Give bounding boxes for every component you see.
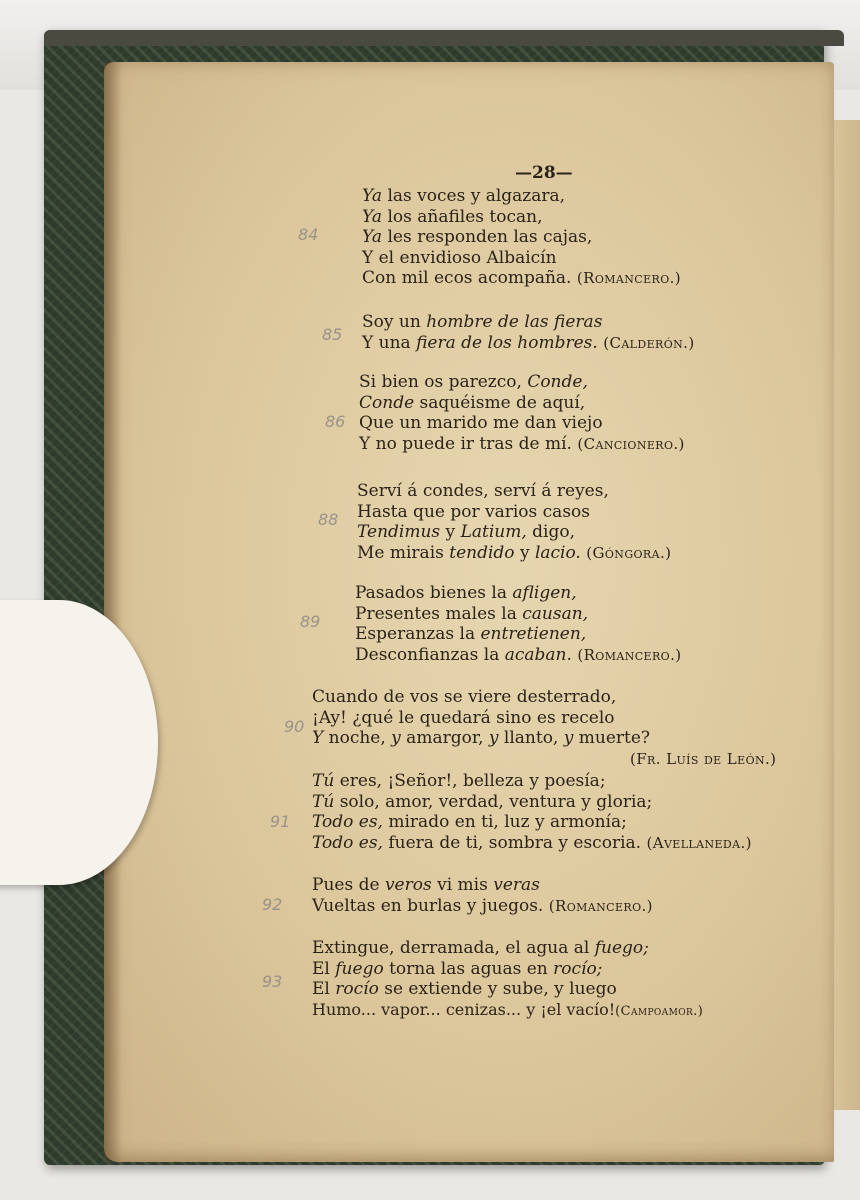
verse-text: y <box>440 522 461 542</box>
verse-italic: Tú <box>312 771 335 791</box>
verse-text: digo, <box>526 522 575 542</box>
verse-line: Serví á condes, serví á reyes, <box>357 481 609 501</box>
verse-line <box>362 227 681 248</box>
author-attribution: (Avellaneda.) <box>646 833 752 852</box>
verse-italic: Y <box>312 728 324 748</box>
verse-italic: fuego; <box>594 938 649 958</box>
verse-text: Vueltas en burlas y juegos. <box>312 895 544 916</box>
verse-italic: veras <box>493 875 540 895</box>
verse-text: llanto, <box>498 728 564 748</box>
verse-text: Desconfianzas la <box>355 644 505 665</box>
margin-note: 85 <box>322 325 343 344</box>
stanza-1 <box>362 186 681 289</box>
verse-italic: Todo es, <box>312 812 383 832</box>
author-attribution: (Fr. Luís de León.) <box>630 749 777 768</box>
verse-line <box>359 393 685 414</box>
margin-note: 88 <box>318 510 339 529</box>
stanza-8 <box>312 875 653 916</box>
margin-note: 90 <box>284 717 305 736</box>
verse-line <box>359 434 685 455</box>
verse-line <box>362 312 695 333</box>
verse-text: Y no puede ir tras de mí. <box>359 433 572 454</box>
verse-text: Me mirais <box>357 542 450 563</box>
stanza-9 <box>312 938 703 1022</box>
verse-italic: veros <box>384 875 432 895</box>
page-gutter-shadow <box>104 62 122 1162</box>
stanza-6 <box>312 687 776 769</box>
verse-italic: Latium, <box>460 522 527 542</box>
verse-text: Soy un <box>362 312 427 332</box>
stanza-3 <box>359 372 685 454</box>
margin-note: 92 <box>262 895 283 914</box>
verse-italic: Conde <box>359 392 415 413</box>
verse-line <box>355 583 682 604</box>
author-attribution: (Cancionero.) <box>577 434 685 453</box>
verse-text: las voces y algazara, <box>382 186 566 206</box>
verse-text: vi mis <box>431 875 494 895</box>
verse-line <box>312 812 752 833</box>
verse-line <box>312 1000 703 1023</box>
verse-italic: entretienen, <box>480 624 587 644</box>
verse-line <box>312 728 776 749</box>
verse-italic: Tendimus <box>357 522 441 542</box>
margin-note: 89 <box>300 612 321 631</box>
margin-note: 91 <box>270 812 291 831</box>
margin-note: 86 <box>325 412 346 431</box>
verse-line <box>362 186 681 207</box>
verse-text: y <box>514 542 535 563</box>
cover-top-edge <box>44 30 844 46</box>
verse-text: Si bien os parezco, <box>359 372 528 392</box>
verse-text: les responden las cajas, <box>382 227 593 247</box>
verse-text: muerte? <box>573 728 651 748</box>
verse-line <box>312 771 752 792</box>
verse-text: los añafiles tocan, <box>382 206 543 227</box>
verse-text: Presentes males la <box>355 603 523 624</box>
verse-line <box>357 522 671 543</box>
verse-text: El <box>312 958 336 979</box>
verse-italic: fuego <box>335 958 384 979</box>
verse-text: noche, <box>323 728 392 748</box>
verse-line: Que un marido me dan viejo <box>359 413 603 433</box>
verse-italic: Todo es, <box>312 832 383 853</box>
verse-italic: Conde, <box>527 372 588 392</box>
verse-text: Pasados bienes la <box>355 583 513 603</box>
verse-line: ¡Ay! ¿qué le quedará sino es recelo <box>312 707 615 728</box>
verse-text: Con mil ecos acompaña. <box>362 268 572 288</box>
verse-italic: fiera de los hombres. <box>416 332 598 353</box>
verse-line: Cuando de vos se viere desterrado, <box>312 687 617 707</box>
verse-line <box>312 938 703 959</box>
verse-italic: lacio. <box>534 542 581 563</box>
verse-line <box>312 959 703 980</box>
author-attribution: (Calderón.) <box>603 333 695 352</box>
verse-line <box>312 979 703 1000</box>
verse-text: fuera de ti, sombra y escoria. <box>382 832 642 853</box>
author-attribution: (Campoamor.) <box>615 1003 704 1019</box>
verse-italic: rocío; <box>553 958 603 979</box>
verse-text: eres, ¡Señor!, belleza y poesía; <box>334 771 606 791</box>
verse-text: Pues de <box>312 875 385 895</box>
verse-text: se extiende y sube, y luego <box>378 979 617 999</box>
verse-line <box>362 268 681 289</box>
verse-italic: y <box>563 728 574 748</box>
verse-text: Extingue, derramada, el agua al <box>312 938 595 958</box>
margin-note: 84 <box>298 225 319 244</box>
stanza-4 <box>357 481 671 563</box>
verse-text: Y una <box>362 332 417 353</box>
verse-italic: afligen, <box>512 583 577 603</box>
verse-italic: hombre de las fieras <box>426 312 603 332</box>
verse-italic: tendido <box>449 542 515 563</box>
verse-line <box>362 333 695 354</box>
verse-line <box>357 543 671 564</box>
verse-line <box>312 749 776 770</box>
verse-line <box>355 645 682 666</box>
author-attribution: (Góngora.) <box>586 543 672 562</box>
verse-italic: Ya <box>362 186 383 206</box>
verse-line <box>355 624 682 645</box>
verse-italic: causan, <box>522 603 589 624</box>
verse-italic: y <box>391 728 401 748</box>
stanza-2 <box>362 312 695 353</box>
verse-line <box>362 207 681 228</box>
margin-note: 93 <box>262 972 283 991</box>
page-number: —28— <box>515 163 573 183</box>
verse-line <box>312 833 752 854</box>
verse-line <box>359 372 685 393</box>
author-attribution: (Romancero.) <box>548 896 653 915</box>
verse-line <box>312 792 752 813</box>
verse-line <box>312 875 653 896</box>
verse-italic: Tú <box>312 791 335 812</box>
stanza-5 <box>355 583 682 665</box>
author-attribution: (Romancero.) <box>576 269 682 287</box>
verse-text: Humo... vapor... cenizas... y ¡el vacío! <box>312 999 616 1019</box>
verse-text: saquéisme de aquí, <box>414 392 586 413</box>
verse-italic: acaban. <box>504 644 572 665</box>
verse-line: Hasta que por varios casos <box>357 501 591 522</box>
verse-text: amargor, <box>400 728 489 748</box>
verse-text: mirado en ti, luz y armonía; <box>382 812 627 832</box>
stanza-7 <box>312 771 752 853</box>
verse-italic: y <box>488 728 499 748</box>
verse-line <box>312 896 653 917</box>
verse-text: solo, amor, verdad, ventura y gloria; <box>334 791 653 812</box>
verse-italic: Ya <box>362 206 383 227</box>
verse-text: El <box>312 979 336 999</box>
verse-line <box>355 604 682 625</box>
verse-text: Esperanzas la <box>355 624 481 644</box>
verse-italic: Ya <box>362 227 383 247</box>
author-attribution: (Romancero.) <box>577 645 682 664</box>
verse-line: Y el envidioso Albaicín <box>362 247 557 268</box>
verse-text: torna las aguas en <box>383 958 554 979</box>
verse-italic: rocío <box>335 979 379 999</box>
